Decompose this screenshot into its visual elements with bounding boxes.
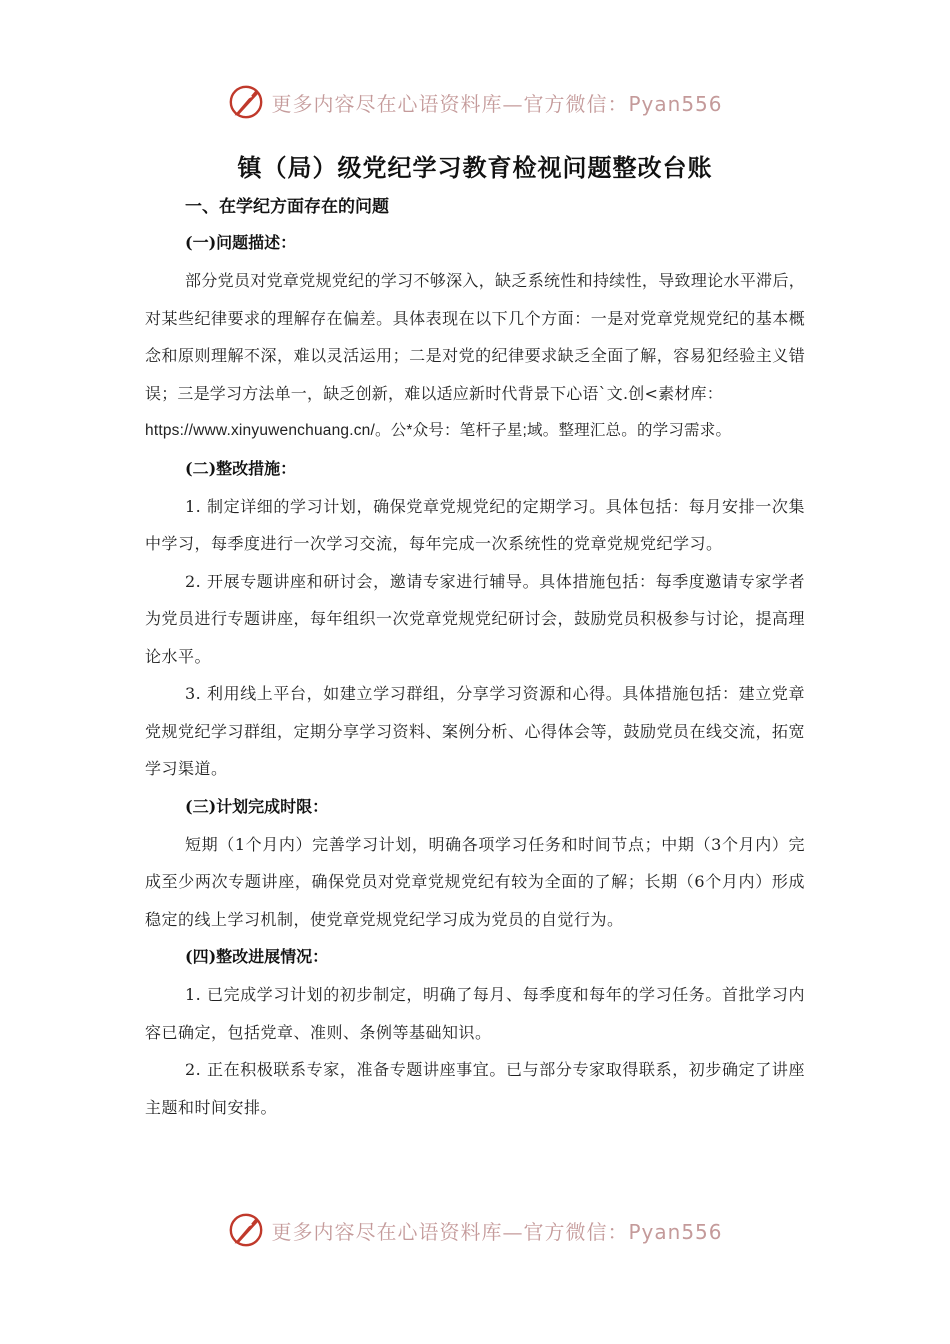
- deadline-paragraph: 短期（1个月内）完善学习计划，明确各项学习任务和时间节点；中期（3个月内）完成至少两次专题讲座，确保党员对党章党规党纪有较为全面的了解；长期（6个月内）形成稳定的线上学习机制，使党章党规党纪学习成为党员的自觉行为。: [145, 834, 805, 929]
- banner-text: 更多内容尽在心语资料库—官方微信：Pyan556: [271, 1219, 723, 1244]
- measure-item: 2. 开展专题讲座和研讨会，邀请专家进行辅导。具体措施包括：每季度邀请专家学者为党员进行专题讲座，每年组织一次党章党规党纪研讨会，鼓励党员积极参与讨论，提高理论水平。: [145, 571, 806, 666]
- banner-wechat-id: Pyan556: [628, 91, 723, 116]
- problem-heading: (一)问题描述：: [185, 233, 297, 252]
- header-banner: [0, 80, 950, 124]
- problem-paragraph: [145, 262, 805, 450]
- banner-wechat-id: Pyan556: [628, 1219, 723, 1244]
- measure-item: 3. 利用线上平台，如建立学习群组，分享学习资源和心得。具体措施包括：建立党章党规党纪学习群组，定期分享学习资料、案例分析、心得体会等，鼓励党员在线交流，拓宽学习渠道。: [145, 684, 806, 778]
- measures-heading: (二)整改措施：: [185, 458, 297, 478]
- progress-heading: (四)整改进展情况：: [185, 947, 329, 966]
- document-page: [145, 146, 805, 1126]
- banner-text: 更多内容尽在心语资料库—官方微信：Pyan556: [271, 91, 723, 116]
- quill-logo-icon: [227, 1211, 265, 1249]
- deadline-heading: (三)计划完成时限：: [185, 796, 329, 816]
- document-title: 镇（局）级党纪学习教育检视问题整改台账: [237, 154, 713, 182]
- progress-item: 2. 正在积极联系专家，准备专题讲座事宜。已与部分专家取得联系，初步确定了讲座主题和时间安排。: [145, 1060, 805, 1117]
- quill-logo-icon: [227, 83, 265, 121]
- problem-url-line: https://www.xinyuwenchuang.cn/。公*众号：笔杆子星;域。整理汇总。的学习需求。: [145, 422, 732, 439]
- measure-item: 1. 制定详细的学习计划，确保党章党规党纪的定期学习。具体包括：每月安排一次集中学习，每季度进行一次学习交流，每年完成一次系统性的党章党规党纪学习。: [145, 496, 805, 553]
- section-heading: 一、在学纪方面存在的问题: [185, 197, 389, 217]
- footer-banner: [0, 1208, 950, 1252]
- problem-text: 部分党员对党章党规党纪的学习不够深入，缺乏系统性和持续性，导致理论水平滞后，对某些纪律要求的理解存在偏差。具体表现在以下几个方面：一是对党章党规党纪的基本概念和原则理解不深，难以灵活运用；二是对党的纪律要求缺乏全面了解，容易犯经验主义错误；三是学习方法单一，缺乏创新，难以适应新时代背景下心语`文.创<素材库：: [145, 271, 805, 403]
- progress-item: 1. 已完成学习计划的初步制定，明确了每月、每季度和每年的学习任务。首批学习内容已确定，包括党章、准则、条例等基础知识。: [145, 985, 805, 1042]
